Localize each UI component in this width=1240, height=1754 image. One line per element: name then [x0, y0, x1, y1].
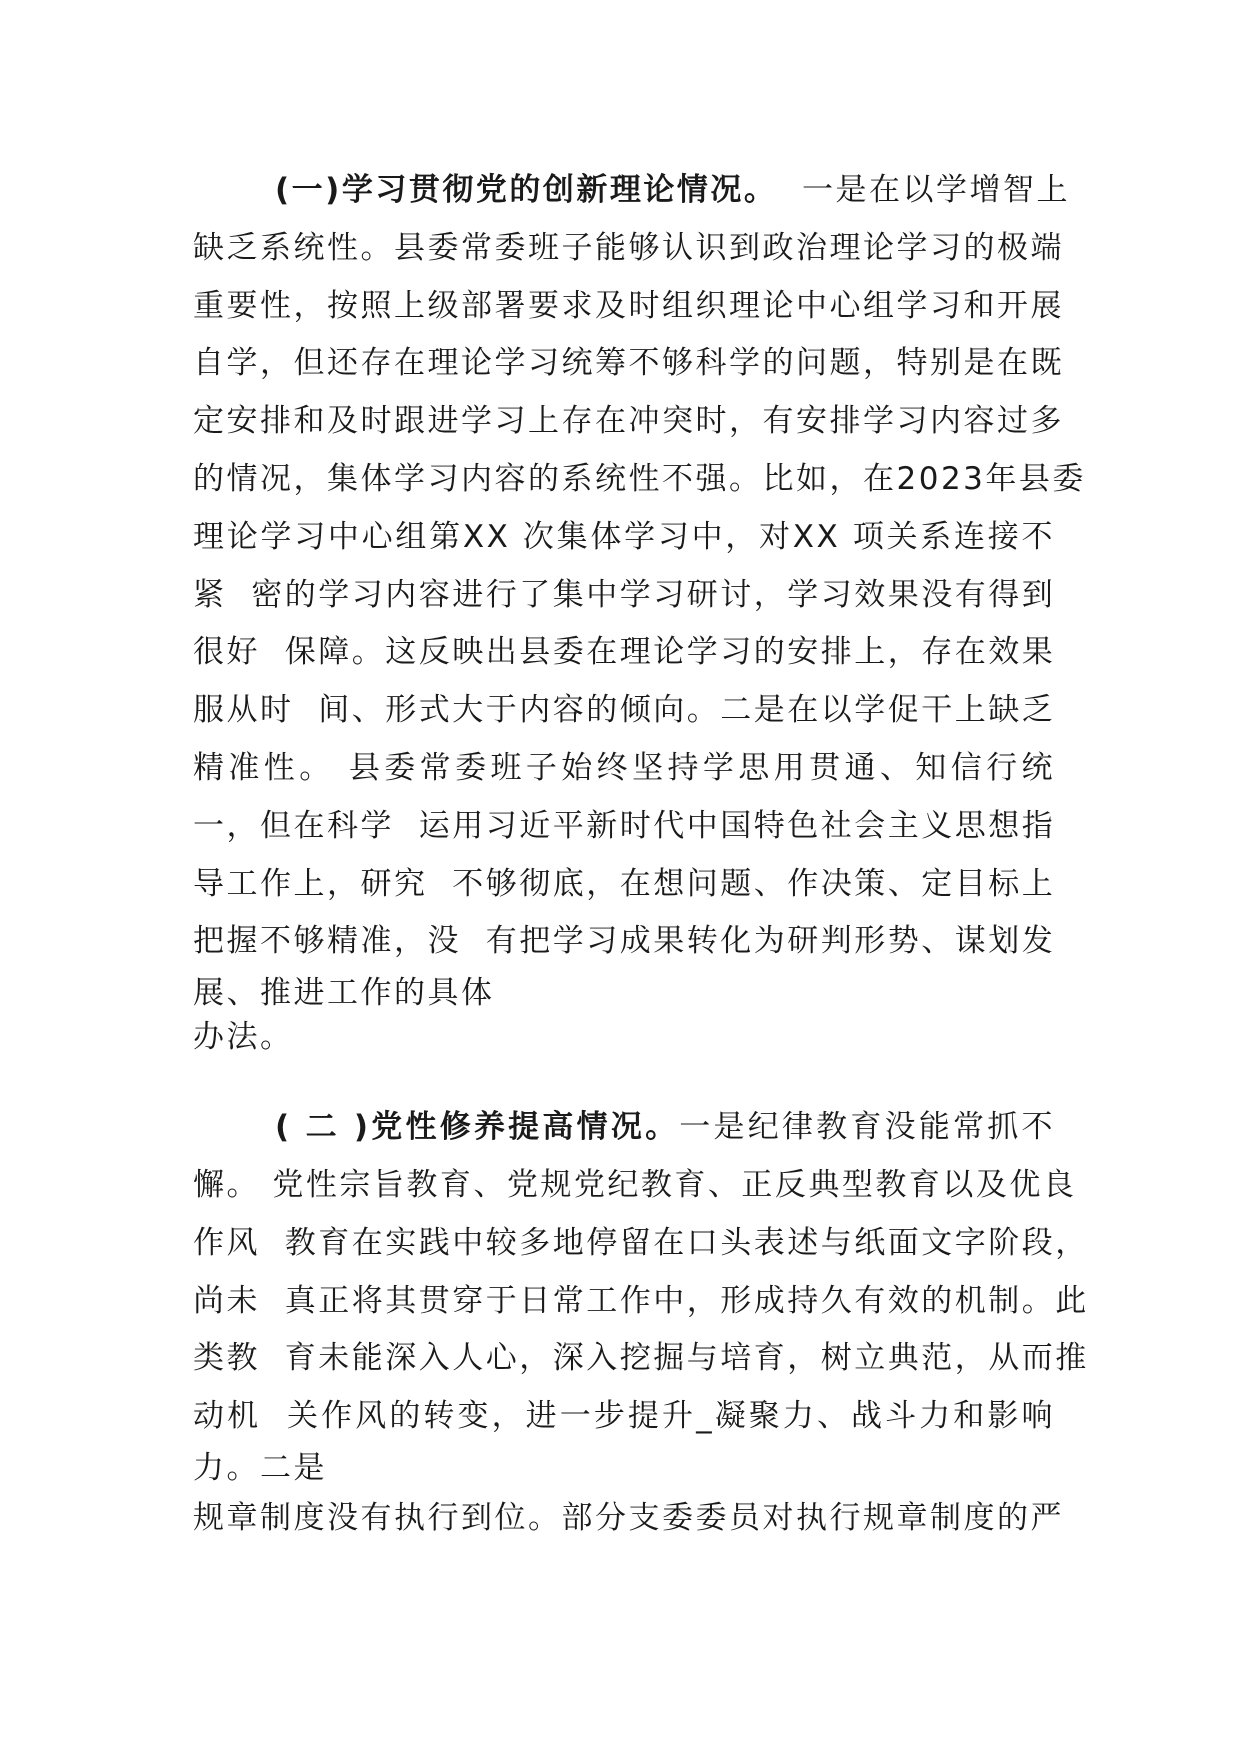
body-line: 一，但在科学 运用习近平新时代中国特色社会主义思想指 — [193, 807, 1056, 844]
body-line: 精准性。 县委常委班子始终坚持学思用贯通、知信行统 — [193, 749, 1055, 786]
body-line: 很好 保障。这反映出县委在理论学习的安排上，存在效果 — [193, 634, 1056, 671]
body-line: 动机 关作风的转变，进一步提升_凝聚力、战斗力和影响 — [193, 1398, 1055, 1435]
paragraph-spacer — [193, 1059, 1055, 1099]
section-heading-2: ( 二 )党性修养提高情况。 — [275, 1109, 680, 1146]
body-line: 把握不够精准，没 有把学习成果转化为研判形势、谋划发 — [193, 923, 1056, 960]
body-text: 一是在以学增智上 — [777, 172, 1071, 208]
document-page — [193, 162, 1089, 1548]
body-line: 懈。 党性宗旨教育、党规党纪教育、正反典型教育以及优良 — [193, 1166, 1077, 1203]
body-line: 作风 教育在实践中较多地停留在口头表述与纸面文字阶段， — [193, 1224, 1089, 1261]
body-text: 一是纪律教育没能常抓不 — [679, 1109, 1056, 1146]
body-line: 规章制度没有执行到位。部分支委委员对执行规章制度的严 — [193, 1499, 1064, 1536]
section-heading-1: (一)学习贯彻党的创新理论情况。 — [275, 172, 778, 208]
body-line: 展、推进工作的具体 — [193, 975, 495, 1012]
body-line: 尚未 真正将其贯穿于日常工作中，形成持久有效的机制。此 — [193, 1282, 1089, 1319]
body-line: 紧 密的学习内容进行了集中学习研讨，学习效果没有得到 — [193, 576, 1056, 613]
body-line: 力。二是 — [193, 1449, 327, 1486]
body-line: 自学，但还存在理论学习统筹不够科学的问题，特别是在既 — [193, 345, 1064, 382]
paragraph-2-line-1 — [193, 1099, 1055, 1157]
body-line: 导工作上，研究 不够彻底，在想问题、作决策、定目标上 — [193, 865, 1056, 902]
body-line: 类教 育未能深入人心，深入挖掘与培育，树立典范，从而推 — [193, 1340, 1089, 1377]
body-line: 服从时 间、形式大于内容的倾向。二是在以学促干上缺乏 — [193, 692, 1056, 729]
body-line: 缺乏系统性。县委常委班子能够认识到政治理论学习的极端 — [193, 229, 1064, 266]
body-line: 重要性，按照上级部署要求及时组织理论中心组学习和开展 — [193, 287, 1064, 324]
body-line: 定安排和及时跟进学习上存在冲突时，有安排学习内容过多 — [193, 403, 1064, 440]
body-line: 理论学习中心组第XX 次集体学习中，对XX 项关系连接不 — [193, 518, 1055, 555]
body-line: 的情况，集体学习内容的系统性不强。比如，在2023年县委 — [193, 460, 1086, 497]
body-line: 办法。 — [193, 1019, 294, 1056]
paragraph-1-line-1 — [193, 162, 1071, 220]
